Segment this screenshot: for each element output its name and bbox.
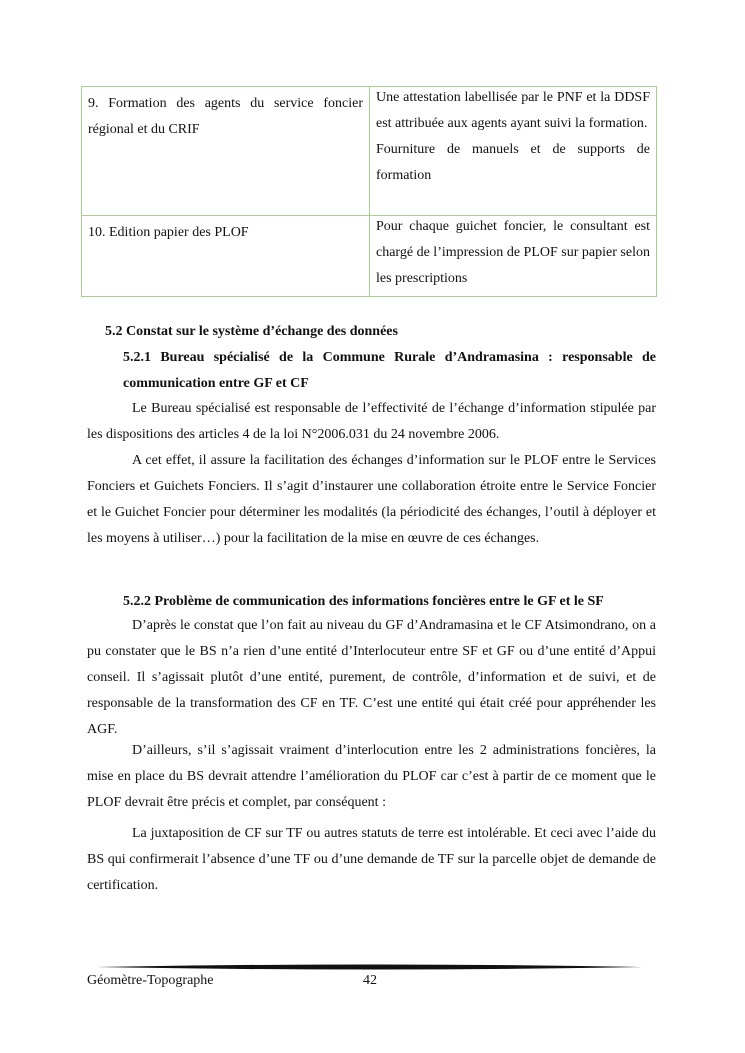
section-heading-5-2: 5.2 Constat sur le système d’échange des données <box>105 324 398 339</box>
paragraph: D’ailleurs, s’il s’agissait vraiment d’interlocution entre les 2 administrations foncières, la mise en place du BS devrait attendre l’amélioration du PLOF car c’est à partir de ce moment que le PLOF devrait être précis et complet, par conséquent : <box>87 743 656 810</box>
page-number: 42 <box>363 973 377 988</box>
section-heading-5-2-1: 5.2.1 Bureau spécialisé de la Commune Rurale d’Andramasina : responsable de communication entre GF et CF <box>123 350 656 391</box>
footer-divider <box>96 963 642 971</box>
table-cell-deliverable <box>370 87 657 216</box>
cell-text: Une attestation labellisée par le PNF et la DDSF est attribuée aux agents ayant suivi la formation. <box>376 90 650 131</box>
footer-label: Géomètre-Topographe <box>87 973 214 988</box>
section-heading-5-2-2: 5.2.2 Problème de communication des informations foncières entre le GF et le SF <box>123 594 604 609</box>
paragraph: La juxtaposition de CF sur TF ou autres statuts de terre est intolérable. Et ceci avec l’aide du BS qui confirmerait l’absence d’une TF ou d’une demande de TF sur la parcelle objet de demande de certification. <box>87 826 656 893</box>
table-row <box>82 87 657 216</box>
cell-text: Pour chaque guichet foncier, le consultant est chargé de l’impression de PLOF sur papier selon les prescriptions <box>376 219 650 286</box>
cell-text: 9. Formation des agents du service foncier régional et du CRIF <box>88 96 363 137</box>
requirements-table <box>81 86 657 297</box>
table-cell-task <box>82 216 370 297</box>
paragraph: A cet effet, il assure la facilitation des échanges d’information sur le PLOF entre le Services Fonciers et Guichets Fonciers. Il s’agit d’instaurer une collaboration étroite entre le Service Foncier et le Guichet Foncier pour déterminer les modalités (la périodicité des échanges, l’outil à déployer et les moyens à utiliser…) pour la facilitation de la mise en œuvre de ces échanges. <box>87 453 656 546</box>
table-cell-deliverable <box>370 216 657 297</box>
cell-text: 10. Edition papier des PLOF <box>88 225 249 240</box>
cell-text: Fourniture de manuels et de supports de formation <box>376 142 650 183</box>
paragraph: Le Bureau spécialisé est responsable de l’effectivité de l’échange d’information stipulée par les dispositions des articles 4 de la loi N°2006.031 du 24 novembre 2006. <box>87 401 656 442</box>
table-row <box>82 216 657 297</box>
table-cell-task <box>82 87 370 216</box>
paragraph: D’après le constat que l’on fait au niveau du GF d’Andramasina et le CF Atsimondrano, on a pu constater que le BS n’a rien d’une entité d’Interlocuteur entre SF et GF ou d’une entité d’Appui conseil. Il s’agissait plutôt d’une entité, purement, de contrôle, d’information et de suivi, et de responsable de la transformation des CF en TF. C’est une entité qui était créé pour appréhender les AGF. <box>87 618 656 737</box>
